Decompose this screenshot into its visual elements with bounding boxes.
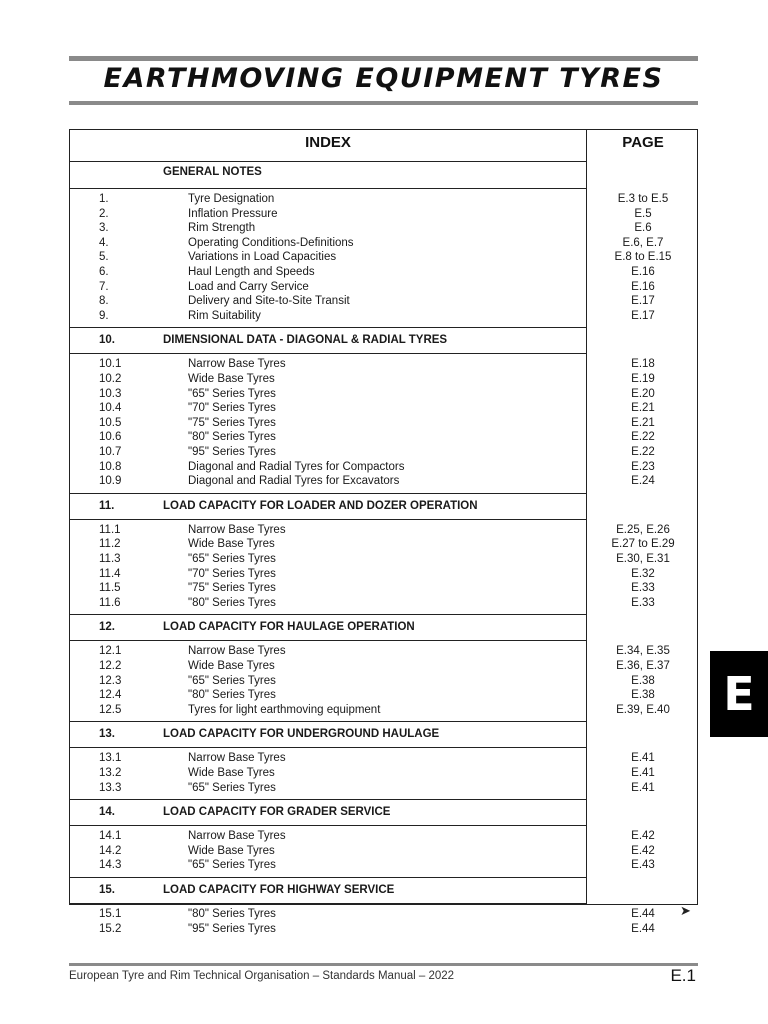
- index-row: [70, 766, 697, 781]
- entry-title: "70" Series Tyres: [188, 402, 276, 415]
- entry-page: E.23: [631, 460, 655, 473]
- entry-title: Wide Base Tyres: [188, 767, 275, 779]
- entry-title: "65" Series Tyres: [188, 387, 276, 400]
- entry-number: 12.5: [99, 703, 122, 716]
- entry-number: 7.: [99, 280, 109, 293]
- index-row: [70, 430, 697, 445]
- entry-title: "95" Series Tyres: [188, 446, 276, 458]
- entry-title: Diagonal and Radial Tyres for Excavators: [188, 475, 400, 488]
- index-row: [70, 829, 697, 844]
- section-divider: [70, 353, 587, 354]
- entry-page: E.42: [631, 844, 655, 857]
- entry-title: Rim Strength: [188, 222, 256, 235]
- section-number: 11.: [99, 499, 115, 512]
- section-divider: [70, 747, 587, 748]
- section-heading: [70, 877, 586, 903]
- entry-title: Narrow Base Tyres: [188, 645, 286, 658]
- index-row: [70, 844, 697, 859]
- entry-page: E.39, E.40: [616, 703, 670, 716]
- section-title: LOAD CAPACITY FOR HAULAGE OPERATION: [163, 621, 415, 634]
- entry-number: 13.1: [99, 752, 122, 765]
- index-row: [70, 659, 697, 674]
- entry-title: "65" Series Tyres: [188, 674, 276, 687]
- index-row: [70, 644, 697, 659]
- index-row: [70, 280, 697, 295]
- section-divider: [70, 519, 587, 520]
- entry-title: Tyre Designation: [188, 193, 275, 205]
- index-row: [70, 474, 697, 489]
- index-table: [69, 129, 698, 935]
- entry-page: E.22: [631, 431, 655, 444]
- entry-page: E.6, E.7: [622, 236, 664, 249]
- entry-title: Wide Base Tyres: [188, 538, 275, 551]
- entry-number: 2.: [99, 207, 109, 220]
- entry-title: Wide Base Tyres: [188, 660, 275, 672]
- section-title: LOAD CAPACITY FOR UNDERGROUND HAULAGE: [163, 728, 440, 741]
- entry-page: E.44: [631, 908, 655, 920]
- index-heading: INDEX: [305, 134, 351, 151]
- section-number: 14.: [99, 806, 115, 819]
- entry-title: "80" Series Tyres: [188, 908, 276, 920]
- entry-page: E.30, E.31: [616, 553, 670, 565]
- entry-title: Rim Suitability: [188, 309, 261, 322]
- entry-number: 10.8: [99, 460, 122, 473]
- index-row: [70, 357, 697, 372]
- entry-page: E.19: [631, 373, 655, 385]
- entry-number: 4.: [99, 236, 109, 249]
- index-row: [70, 401, 697, 416]
- footer-rule: [69, 963, 698, 966]
- index-row: [70, 387, 697, 402]
- index-row: [70, 781, 697, 796]
- entry-number: 9.: [99, 309, 109, 322]
- entry-page: E.36, E.37: [616, 660, 670, 672]
- entry-number: 10.4: [99, 402, 122, 415]
- entry-page: E.42: [631, 830, 655, 843]
- entry-number: 10.5: [99, 416, 122, 429]
- entry-title: "65" Series Tyres: [188, 553, 276, 565]
- entry-title: Wide Base Tyres: [188, 373, 275, 385]
- section-title: LOAD CAPACITY FOR LOADER AND DOZER OPERATION: [163, 499, 478, 512]
- section-heading: [70, 614, 586, 640]
- entry-number: 8.: [99, 295, 109, 308]
- index-row: [70, 688, 697, 703]
- entry-number: 14.2: [99, 844, 122, 857]
- entry-page: E.5: [634, 207, 652, 220]
- entry-page: E.20: [631, 387, 655, 400]
- entry-title: Diagonal and Radial Tyres for Compactors: [188, 460, 405, 473]
- entry-page: E.8 to E.15: [614, 251, 672, 264]
- entry-number: 1.: [99, 193, 109, 205]
- section-divider: [70, 640, 587, 641]
- index-row: [70, 460, 697, 475]
- section-number: 10.: [99, 334, 115, 347]
- index-row: [70, 674, 697, 689]
- entry-title: Narrow Base Tyres: [188, 830, 286, 843]
- entry-title: Narrow Base Tyres: [188, 523, 286, 536]
- index-row: [70, 751, 697, 766]
- entry-number: 10.6: [99, 431, 122, 444]
- entry-number: 12.4: [99, 689, 122, 702]
- index-row: [70, 703, 697, 718]
- entry-page: E.24: [631, 475, 655, 488]
- entry-title: Wide Base Tyres: [188, 844, 275, 857]
- section-heading: [70, 159, 586, 185]
- section-heading: [70, 493, 586, 519]
- entry-title: Inflation Pressure: [188, 207, 278, 220]
- index-row: [70, 236, 697, 251]
- entry-page: E.21: [631, 416, 655, 429]
- entry-page: E.17: [631, 295, 655, 308]
- entry-title: "75" Series Tyres: [188, 416, 276, 429]
- entry-number: 10.2: [99, 373, 122, 385]
- entry-title: "70" Series Tyres: [188, 567, 276, 580]
- entry-number: 3.: [99, 222, 109, 235]
- section-number: 12.: [99, 621, 115, 634]
- index-row: [70, 250, 697, 265]
- index-row: [70, 567, 697, 582]
- section-number: 13.: [99, 728, 115, 741]
- entry-page: E.33: [631, 596, 655, 609]
- entry-page: E.27 to E.29: [611, 538, 675, 551]
- entry-title: Narrow Base Tyres: [188, 358, 286, 371]
- entry-title: Variations in Load Capacities: [188, 251, 337, 264]
- entry-number: 10.9: [99, 475, 122, 488]
- entry-title: "65" Series Tyres: [188, 781, 276, 794]
- entry-number: 11.6: [99, 596, 121, 609]
- entry-title: "80" Series Tyres: [188, 689, 276, 702]
- entry-page: E.38: [631, 674, 655, 687]
- entry-page: E.34, E.35: [616, 645, 670, 658]
- entry-page: E.16: [631, 280, 655, 293]
- index-row: [70, 309, 697, 324]
- section-heading: [70, 799, 586, 825]
- entry-number: 5.: [99, 251, 109, 264]
- section-tab-e: E: [710, 651, 768, 737]
- index-row: [70, 416, 697, 431]
- entry-title: Narrow Base Tyres: [188, 752, 286, 765]
- title-rule-bottom: [69, 101, 698, 105]
- page-heading: PAGE: [622, 134, 664, 151]
- entry-number: 14.1: [99, 830, 122, 843]
- entry-page: E.3 to E.5: [617, 193, 669, 205]
- entry-number: 13.3: [99, 781, 122, 794]
- entry-page: E.21: [631, 402, 655, 415]
- entry-page: E.33: [631, 582, 655, 595]
- entry-title: "75" Series Tyres: [188, 582, 276, 595]
- entry-number: 12.3: [99, 674, 122, 687]
- entry-page: E.32: [631, 567, 655, 580]
- entry-title: "65" Series Tyres: [188, 859, 276, 872]
- entry-page: E.18: [631, 358, 655, 371]
- entry-page: E.16: [631, 266, 655, 278]
- section-heading: [70, 327, 586, 353]
- index-row: [70, 372, 697, 387]
- entry-number: 10.3: [99, 387, 122, 400]
- entry-page: E.41: [631, 752, 655, 765]
- index-row: [70, 907, 697, 922]
- index-row: [70, 294, 697, 309]
- index-row: [70, 858, 697, 873]
- entry-title: Tyres for light earthmoving equipment: [188, 703, 381, 716]
- index-row: [70, 523, 697, 538]
- entry-title: Haul Length and Speeds: [188, 266, 315, 278]
- section-divider: [70, 903, 587, 904]
- entry-number: 12.1: [99, 645, 122, 658]
- entry-title: Delivery and Site-to-Site Transit: [188, 295, 350, 308]
- entry-number: 10.1: [99, 358, 122, 371]
- index-row: [70, 596, 697, 611]
- entry-page: E.25, E.26: [616, 523, 670, 536]
- index-row: [70, 581, 697, 596]
- entry-page: E.41: [631, 767, 655, 779]
- index-row: [70, 537, 697, 552]
- index-row: [70, 922, 697, 937]
- section-title: DIMENSIONAL DATA - DIAGONAL & RADIAL TYRES: [163, 334, 448, 347]
- section-title: GENERAL NOTES: [163, 166, 262, 178]
- page-number: E.1: [670, 966, 696, 985]
- entry-page: E.44: [631, 922, 655, 935]
- entry-number: 11.4: [99, 567, 121, 580]
- entry-number: 11.1: [99, 523, 121, 536]
- index-row: [70, 221, 697, 236]
- page-title: EARTHMOVING EQUIPMENT TYRES: [103, 63, 664, 94]
- entry-page: E.22: [631, 446, 655, 458]
- entry-number: 11.3: [99, 553, 121, 565]
- entry-number: 6.: [99, 266, 109, 278]
- index-row: [70, 552, 697, 567]
- index-row: [70, 207, 697, 222]
- entry-page: E.17: [631, 309, 655, 322]
- section-title: LOAD CAPACITY FOR HIGHWAY SERVICE: [163, 884, 395, 896]
- entry-number: 13.2: [99, 767, 122, 779]
- section-divider: [70, 825, 587, 826]
- entry-title: "80" Series Tyres: [188, 596, 276, 609]
- entry-number: 11.5: [99, 582, 121, 595]
- index-row: [70, 192, 697, 207]
- entry-number: 15.1: [99, 908, 122, 920]
- entry-page: E.41: [631, 781, 655, 794]
- entry-page: E.38: [631, 689, 655, 702]
- section-number: 15.: [99, 884, 115, 896]
- index-row: [70, 445, 697, 460]
- entry-number: 11.2: [99, 538, 121, 551]
- section-heading: [70, 721, 586, 747]
- entry-number: 14.3: [99, 859, 122, 872]
- entry-title: "95" Series Tyres: [188, 922, 276, 935]
- footer-text: European Tyre and Rim Technical Organisation – Standards Manual – 2022: [69, 970, 455, 982]
- continue-arrow-icon: ➤: [680, 904, 691, 919]
- section-divider: [70, 188, 587, 189]
- entry-title: Operating Conditions-Definitions: [188, 236, 354, 249]
- entry-page: E.43: [631, 859, 655, 872]
- index-row: [70, 265, 697, 280]
- section-title: LOAD CAPACITY FOR GRADER SERVICE: [163, 806, 391, 819]
- entry-title: "80" Series Tyres: [188, 431, 276, 444]
- title-rule-top: [69, 56, 698, 61]
- entry-page: E.6: [634, 222, 652, 235]
- entry-number: 15.2: [99, 922, 122, 935]
- entry-title: Load and Carry Service: [188, 280, 309, 293]
- entry-number: 12.2: [99, 660, 122, 672]
- entry-number: 10.7: [99, 446, 122, 458]
